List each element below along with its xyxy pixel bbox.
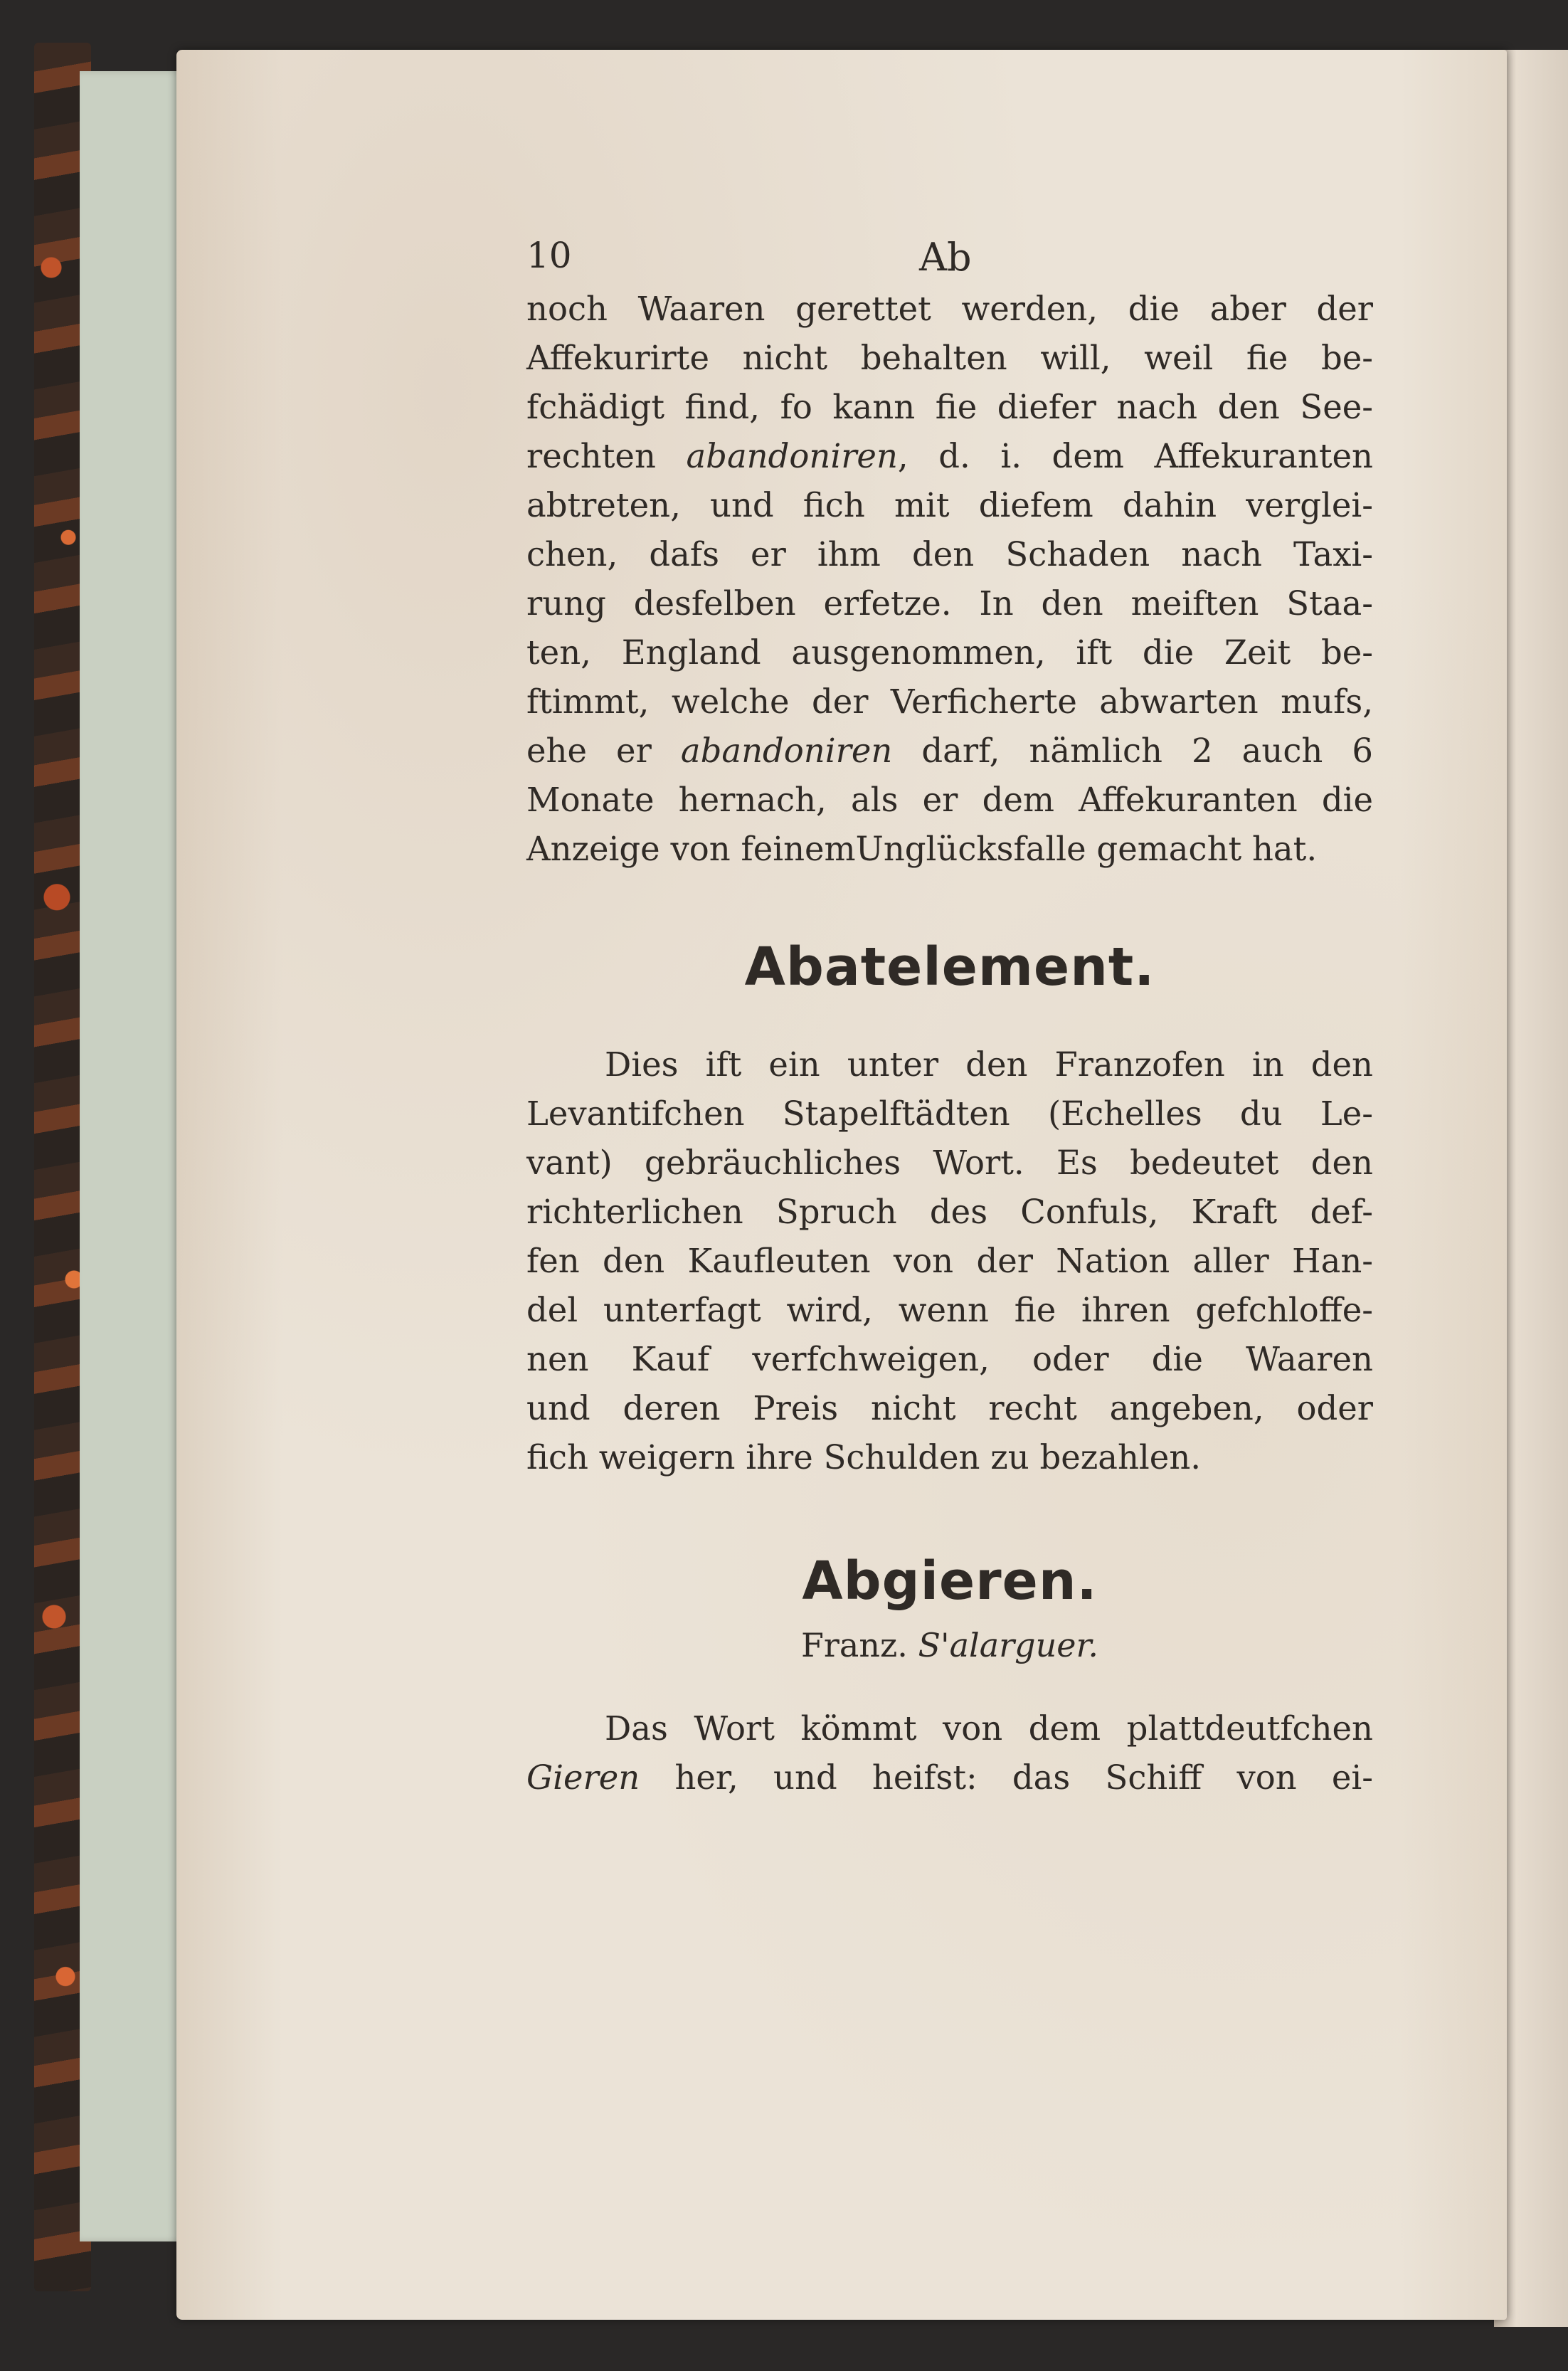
italic-term: abandoniren — [686, 437, 898, 475]
text-line — [526, 432, 1373, 481]
text-run: darf, nämlich 2 auch 6 — [892, 732, 1373, 770]
text-line — [526, 1753, 1373, 1802]
text-run: Franz. — [801, 1626, 918, 1664]
text-line: Affekurirte nicht behalten will, weil fie be- — [526, 339, 1373, 377]
text-line: rung desfelben erfetze. In den meiften Staa- — [526, 584, 1373, 623]
text-line: Levantifchen Stapelftädten (Echelles du Le- — [526, 1094, 1373, 1133]
text-line: del unterfagt wird, wenn fie ihren gefchloffe- — [526, 1291, 1373, 1329]
page-number: 10 — [526, 235, 572, 276]
entry-paragraph-abatelement — [526, 1040, 1373, 1482]
text-line: fchädigt find, fo kann fie diefer nach den See- — [526, 388, 1373, 426]
text-line: Das Wort kömmt von dem plattdeutfchen — [605, 1709, 1373, 1748]
italic-term: S'alarguer. — [918, 1626, 1098, 1664]
text-run: , d. i. dem Affekuranten — [897, 437, 1373, 475]
text-line: fich weigern ihre Schulden zu bezahlen. — [526, 1438, 1202, 1477]
italic-term: Gieren — [526, 1758, 640, 1797]
text-line: ftimmt, welche der Verficherte abwarten mufs, — [526, 682, 1373, 721]
running-head-word: Ab — [919, 235, 972, 280]
text-line: vant) gebräuchliches Wort. Es bedeutet den — [526, 1144, 1373, 1182]
text-line: abtreten, und fich mit diefem dahin verglei- — [526, 486, 1373, 524]
entry-paragraph-abgieren — [526, 1704, 1373, 1802]
text-line — [526, 727, 1373, 776]
running-head — [526, 228, 1373, 285]
entry-heading-abgieren: Abgieren. — [802, 1551, 1098, 1612]
entry-continuation-paragraph — [526, 285, 1373, 874]
text-line: chen, dafs er ihm den Schaden nach Taxi- — [526, 535, 1373, 574]
text-line: nen Kauf verfchweigen, oder die Waaren — [526, 1340, 1373, 1378]
french-equivalent — [526, 1626, 1373, 1664]
text-line: Monate hernach, als er dem Affekuranten die — [526, 781, 1373, 819]
page-text — [526, 228, 1373, 1802]
text-run: her, und heifst: das Schiff von ei- — [640, 1758, 1373, 1797]
text-line: richterlichen Spruch des Confuls, Kraft def- — [526, 1193, 1373, 1231]
text-line: ten, England ausgenommen, ift die Zeit be- — [526, 633, 1373, 672]
text-line: Dies ift ein unter den Franzofen in den — [605, 1045, 1373, 1084]
text-run: ehe er — [526, 732, 681, 770]
entry-heading-abatelement: Abatelement. — [744, 936, 1155, 998]
text-line: noch Waaren gerettet werden, die aber der — [526, 290, 1373, 328]
text-line: Anzeige von feinemUnglücksfalle gemacht hat. — [526, 830, 1318, 868]
text-run: rechten — [526, 437, 687, 475]
italic-term: abandoniren — [680, 732, 893, 770]
text-line: fen den Kaufleuten von der Nation aller Han- — [526, 1242, 1373, 1280]
text-line: und deren Preis nicht recht angeben, oder — [526, 1389, 1373, 1427]
